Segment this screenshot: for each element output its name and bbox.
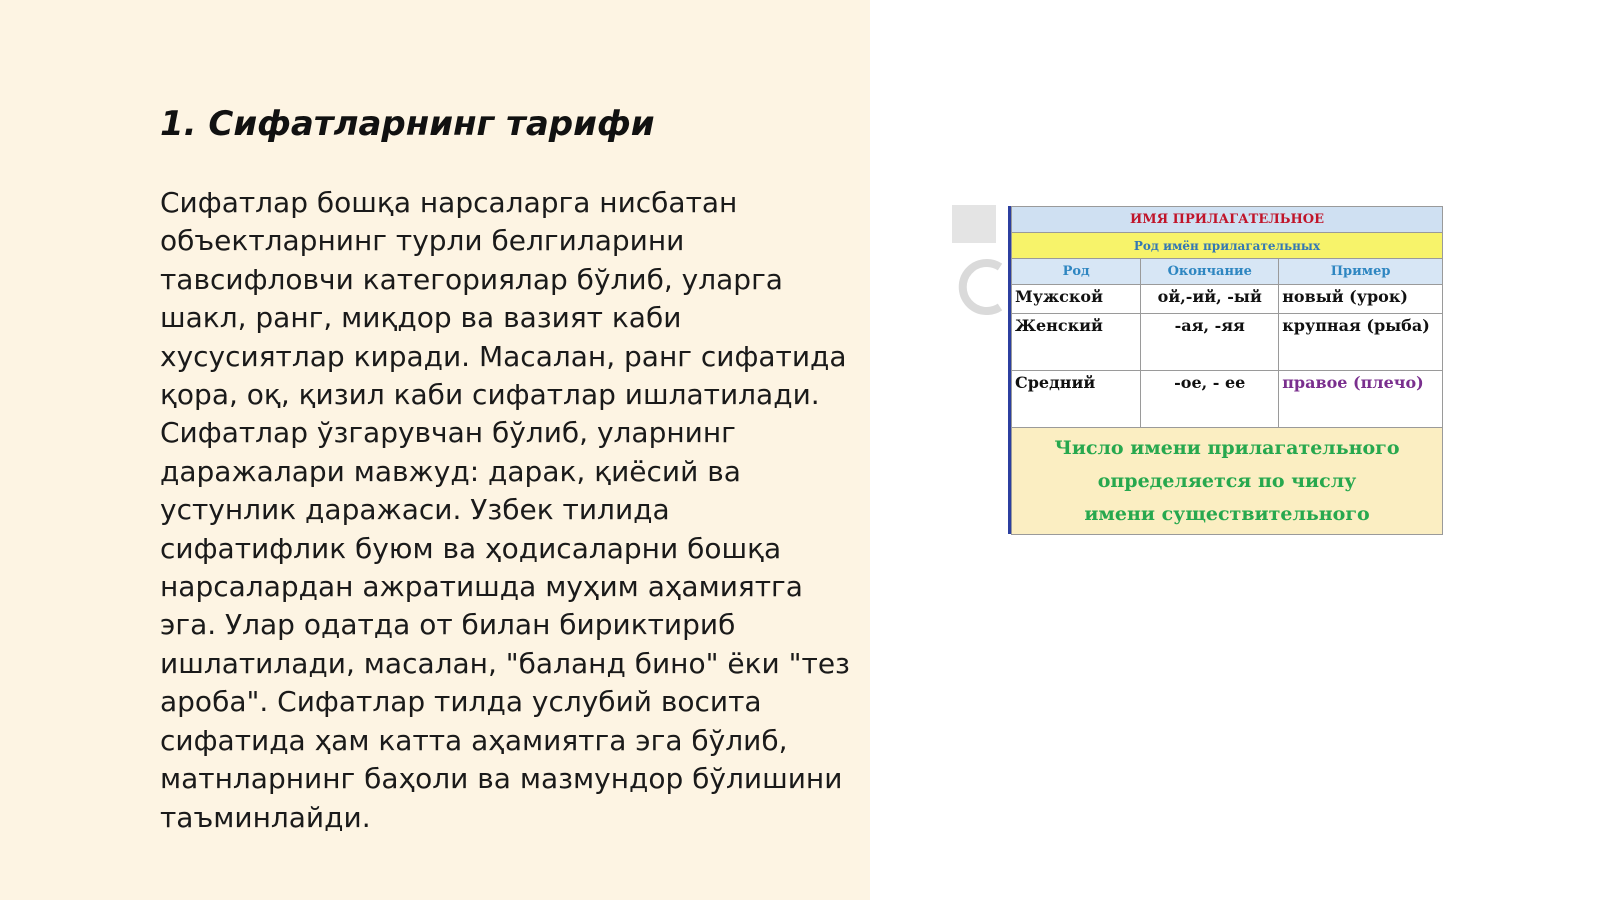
row-example: новый (урок) [1279,285,1443,314]
slide-heading: 1. Сифатларнинг тарифи [160,104,655,144]
decorative-graphic [952,205,1010,315]
header-gender: Род [1012,259,1141,285]
table-note [1012,428,1443,535]
row-gender: Средний [1012,371,1141,428]
header-example: Пример [1279,259,1443,285]
row-ending: -ая, -яя [1141,314,1279,371]
row-example: правое (плечо) [1279,371,1443,428]
row-example: крупная (рыба) [1279,314,1443,371]
table-row [1012,314,1443,371]
adjective-grammar-table [1008,206,1443,534]
row-gender: Женский [1012,314,1141,371]
row-ending: ой,-ий, -ый [1141,285,1279,314]
table-title: ИМЯ ПРИЛАГАТЕЛЬНОЕ [1012,207,1443,233]
table-subtitle: Род имён прилагательных [1012,233,1443,259]
slide-paragraph: Сифатлар бошқа нарсаларга нисбатан объектларнинг турли белгиларини тавсифловчи категориялар бўлиб, уларга шакл, ранг, миқдор ва вазият каби хусусиятлар киради. Масалан, ранг сифатида қора, оқ, қизил каби сифатлар ишлатилади. Сифатлар ўзгарувчан бўлиб, уларнинг даражалари мавжуд: дарак, қиёсий ва устунлик даражаси. Узбек тилида сифатифлик буюм ва ҳодисаларни бошқа нарсалардан ажратишда муҳим аҳамиятга эга. Улар одатда от билан бириктириб ишлатилади, масалан, "баланд бино" ёки "тез ароба". Сифатлар тилда услубий восита сифатида ҳам катта аҳамиятга эга бўлиб, матнларнинг баҳоли ва мазмундор бўлишини таъминлайди. [160,186,850,834]
table-row [1012,285,1443,314]
row-gender: Мужской [1012,285,1141,314]
header-ending: Окончание [1141,259,1279,285]
note-line: определяется по числу [1097,469,1357,492]
row-ending: -ое, - ее [1141,371,1279,428]
note-line: Число имени прилагательного [1054,436,1400,459]
table-row [1012,371,1443,428]
note-line: имени существительного [1084,502,1370,525]
